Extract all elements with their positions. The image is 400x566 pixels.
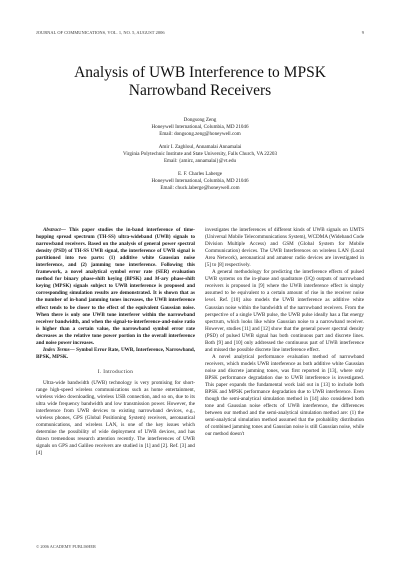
section-heading: I. Introduction bbox=[97, 368, 134, 375]
abstract-italic-m: M bbox=[154, 276, 160, 283]
author-group-1 bbox=[40, 117, 360, 138]
page-number: 9 bbox=[361, 30, 364, 35]
publisher-footer: © 2006 ACADEMY PUBLISHER bbox=[36, 544, 96, 549]
left-column bbox=[36, 227, 195, 457]
author-email: Email: dongsong.zeng@honeywell.com bbox=[159, 130, 241, 137]
author-name: Dongsong Zeng bbox=[183, 117, 217, 123]
paper-title bbox=[40, 64, 360, 100]
body-paragraph-2: A general methodology for predicting the interference effects of pulsed UWB systems on the in-phase and quadrature (I/Q) outputs of narrowband receivers is proposed in [9] where the UWB interference effect is simply assumed to be equivalent to a certain amount of rise in the receiver noise level. Ref. [10] also models the UWB interference as additive white Gaussian noise within the bandwidth of the narrowband receivers. From the perspective of a single UWB pulse, the UWB pulse ideally has a flat energy spectrum, which looks like white Gaussian noise to a narrowband receiver. However, studies [11] and [12] show that the general power spectral density (PSD) of pulsed UWB signal has both continuous part and discrete lines. Both [9] and [10] only addressed the continuous part of UWB interference and missed the possible discrete line interference effect. bbox=[205, 269, 364, 353]
author-group-2 bbox=[40, 144, 360, 165]
running-head bbox=[36, 30, 364, 35]
title-line-1: Analysis of UWB Interference to MPSK bbox=[74, 64, 326, 81]
author-affiliation: Honeywell International, Columbia, MD 21046 bbox=[151, 178, 249, 185]
author-group-3 bbox=[40, 171, 360, 192]
abstract-text-1: This paper studies the in-band interference of time-hopping spread spectrum (TH-SS) ultra-wideband (UWB) signals to narrowband receivers. Based on the analysis of general power spectral density (PSD) of TH-SS UWB signal, the interference of UWB signal is partitioned into two parts: (1) additive white Gaussian noise interference, and (2) jamming tone interference. Following this framework, a novel analytical symbol error rate (SER) evaluation method for binary phase-shift keying (BPSK) and bbox=[36, 227, 195, 283]
intro-paragraph: Ultra-wide bandwidth (UWB) technology is very promising for short-range high-speed wireless communications such as home entertainment, wireless video downloading, wireless USB connection, and so on, due to its ultra wide frequency bandwidth and low transmission power. However, the interference from UWB devices to existing narrowband devices, e.g., wireless phones, GPS (Global Positioning System) receivers, aeronautical communications, and wireless LAN, is one of the key issues which determine the possibility of wide deployment of UWB devices, and has drawn tremendous research attention recently. The interferences of UWB signals on GPS and Galileo receivers are studied in [1] and [2]. Ref. [3] and [4] bbox=[36, 379, 195, 457]
index-terms-label: Index Terms— bbox=[43, 346, 75, 353]
title-line-2: Narrowband Receivers bbox=[128, 82, 272, 99]
author-affiliation: Virginia Polytechnic Institute and State University, Falls Church, VA 22203 bbox=[122, 151, 277, 158]
abstract-text-2: -ary phase-shift keying (MPSK) signals subject to UWB interference is proposed and corresponding simulation results are demonstrated. It is shown that as the number of in-band jamming tones increases, the UWB interference effect tends to be closer to the effect of the equivalent Gaussian noise. When there is only one UWB tone interferer within the narrowband receiver bandwidth, and when the signal-to-interference-and-noise ratio is higher than a certain value, the narrowband symbol error rate decreases as the relative tone power portion in the overall interference and noise power increases. bbox=[36, 276, 195, 346]
body-paragraph-1: investigates the interferences of different kinds of UWB signals on UMTS (Universal Mobile Telecommunications System), WCDMA (Wideband Code Division Multiple Access) and GSM (Global System for Mobile Communication) devices. The UWB Interferences on wireless LAN (Local Area Network), aeronautical and amateur radio devices are investigated in [5] to [8] respectively. bbox=[205, 227, 364, 269]
body-paragraph-3: A novel analytical performance evaluation method of narrowband receivers, which models UWB interference as both additive white Gaussian noise and discrete jamming tones, was first reported in [13], where only BPSK performance degradation due to UWB interference is investigated. This paper expands the fundamental work laid out in [13] to include both BPSK and MPSK performance degradation due to UWB interference. Even though the semi-analytical simulation method in [14] also considered both tone and Gaussian noise effects of UWB interference, the differences between our method and the semi-analytical simulation method are: (1) the semi-analytical simulation method assumed that the probability distribution of combined jamming tones and Gaussian noise is still Gaussian noise, while our method doesn't bbox=[205, 353, 364, 438]
index-terms bbox=[36, 347, 195, 361]
abstract-label: Abstract— bbox=[43, 227, 66, 233]
author-name: Amir I. Zaghloul, Annamalai Annamalai bbox=[158, 144, 242, 151]
right-column bbox=[205, 227, 364, 438]
author-block bbox=[40, 117, 360, 199]
author-email: Email: {amirz, annamalai}@vt.edu bbox=[163, 158, 237, 165]
index-terms-text: Symbol Error Rate, UWB, Interference, Narrowband, BPSK, MPSK. bbox=[36, 346, 196, 360]
journal-citation: JOURNAL OF COMMUNICATIONS, VOL. 1, NO. 5, AUGUST 2006 bbox=[36, 30, 165, 35]
author-name: E. F. Charles Laberge bbox=[177, 171, 223, 178]
author-affiliation: Honeywell International, Columbia, MD 21046 bbox=[151, 123, 249, 130]
author-email: Email: chuck.laberge@honeywell.com bbox=[160, 185, 240, 192]
abstract bbox=[36, 227, 195, 347]
